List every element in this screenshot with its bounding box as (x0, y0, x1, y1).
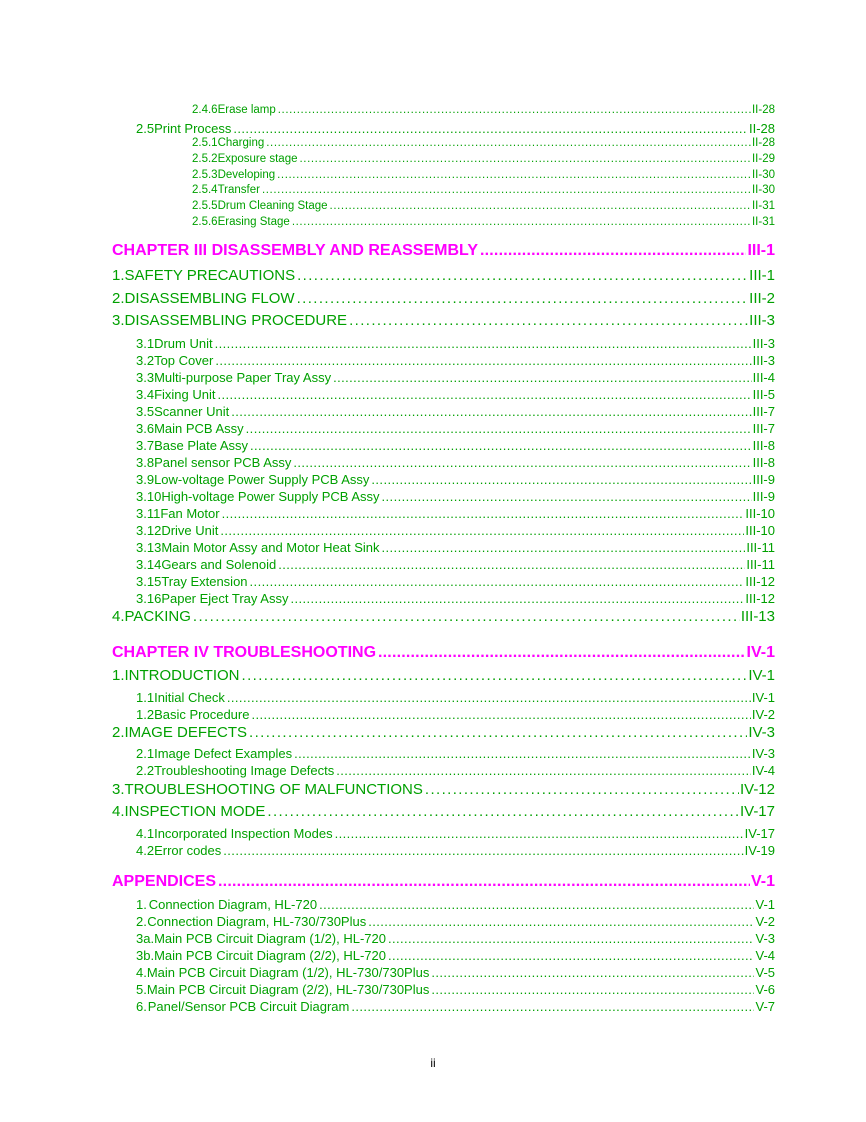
toc-entry-number: 3.11 (136, 506, 161, 521)
toc-entry-title: Gears and Solenoid (161, 557, 277, 572)
toc-dot-leader (222, 506, 745, 521)
toc-entry-number: 3a. (136, 931, 155, 946)
toc-dot-leader (278, 557, 745, 572)
toc-entry-title: Print Process (154, 121, 232, 136)
toc-entry-number: 3.7 (136, 438, 155, 453)
toc-entry (136, 557, 775, 572)
toc-entry-title: CHAPTER III DISASSEMBLY AND REASSEMBLY (112, 242, 478, 259)
toc-entry-page: III-3 (752, 353, 775, 368)
toc-dot-leader (233, 121, 748, 136)
toc-entry-number: 3.6 (136, 421, 155, 436)
toc-dot-leader (262, 184, 751, 196)
toc-entry-title: Top Cover (154, 353, 214, 368)
toc-entry (112, 608, 775, 625)
toc-entry-title: Developing (217, 169, 276, 181)
toc-entry-page: II-28 (751, 104, 775, 116)
toc-entry-page: III-9 (752, 472, 775, 487)
toc-dot-leader (220, 523, 744, 538)
toc-dot-leader (480, 242, 746, 260)
toc-dot-leader (293, 455, 751, 470)
toc-entry (136, 540, 775, 555)
toc-entry-title: Error codes (154, 843, 222, 858)
toc-dot-leader (431, 965, 754, 980)
toc-entry-number: 2.5.1 (192, 137, 218, 149)
toc-dot-leader (382, 489, 752, 504)
page-number: ii (430, 1056, 436, 1070)
toc-dot-leader (368, 914, 754, 929)
toc-entry-title: Initial Check (154, 690, 225, 705)
toc-entry-title: INTRODUCTION (124, 667, 240, 684)
toc-entry-page: III-3 (752, 336, 775, 351)
toc-dot-leader (246, 421, 752, 436)
toc-dot-leader (382, 540, 746, 555)
toc-dot-leader (215, 353, 751, 368)
toc-entry (112, 290, 775, 307)
toc-entry-page: III-1 (749, 267, 775, 284)
toc-entry-page: II-30 (751, 169, 775, 181)
toc-dot-leader (218, 873, 750, 891)
toc-dot-leader (425, 781, 739, 798)
toc-entry-page: IV-2 (751, 707, 775, 722)
toc-entry-number: 2. (136, 914, 147, 929)
toc-dot-leader (227, 690, 751, 705)
toc-entry-number: 3.12 (136, 523, 162, 538)
toc-entry (136, 523, 775, 538)
toc-entry-page: IV-17 (744, 826, 775, 841)
toc-entry-page: III-13 (740, 608, 775, 625)
toc-entry-title: TROUBLESHOOTING OF MALFUNCTIONS (124, 781, 423, 798)
toc-dot-leader (215, 336, 752, 351)
toc-entry-page: III-12 (745, 574, 775, 589)
toc-entry-number: 2.5.4 (192, 184, 218, 196)
toc-dot-leader (278, 104, 751, 116)
toc-entry-page: IV-3 (751, 746, 775, 761)
toc-entry (136, 336, 775, 351)
toc-entry-number: 3.8 (136, 455, 155, 470)
toc-entry-number: 6. (136, 999, 147, 1014)
toc-entry (112, 724, 775, 741)
toc-entry (192, 200, 775, 212)
toc-entry-page: III-10 (745, 506, 775, 521)
toc-entry (112, 267, 775, 284)
toc-dot-leader (330, 200, 751, 212)
toc-entry-title: Base Plate Assy (154, 438, 249, 453)
toc-entry-page: IV-1 (751, 690, 775, 705)
toc-entry-number: 4. (136, 965, 147, 980)
toc-entry-page: III-1 (747, 242, 775, 259)
toc-entry-page: III-9 (752, 489, 775, 504)
toc-entry (136, 121, 775, 136)
toc-entry-number: 3.10 (136, 489, 162, 504)
toc-dot-leader (378, 644, 746, 662)
toc-dot-leader (242, 667, 748, 684)
toc-entry-number: 3. (112, 312, 125, 329)
toc-dot-leader (294, 746, 751, 761)
toc-entry-page: IV-1 (746, 644, 775, 661)
toc-entry (136, 506, 775, 521)
toc-dot-leader (300, 153, 751, 165)
toc-entry (136, 763, 775, 778)
toc-entry-title: Tray Extension (161, 574, 248, 589)
toc-dot-leader (231, 404, 751, 419)
toc-entry-page: II-29 (751, 153, 775, 165)
toc-entry-title: Image Defect Examples (154, 746, 293, 761)
toc-entry-page: V-5 (755, 965, 775, 980)
toc-entry-title: Paper Eject Tray Assy (161, 591, 289, 606)
toc-entry-page: II-31 (751, 216, 775, 228)
toc-entry (136, 591, 775, 606)
toc-entry-page: V-1 (755, 897, 775, 912)
toc-entry-page: IV-4 (751, 763, 775, 778)
toc-entry (136, 438, 775, 453)
toc-entry-page: III-2 (749, 290, 775, 307)
toc-dot-leader (335, 826, 744, 841)
toc-entry-number: 3.5 (136, 404, 155, 419)
toc-dot-leader (319, 897, 754, 912)
toc-entry (136, 746, 775, 761)
toc-entry-page: III-12 (745, 591, 775, 606)
toc-entry-page: IV-1 (748, 667, 775, 684)
toc-entry-number: 4. (112, 608, 125, 625)
toc-entry-page: II-28 (751, 137, 775, 149)
toc-entry-title: Drum Cleaning Stage (217, 200, 328, 212)
toc-entry (136, 472, 775, 487)
toc-entry-number: 2.5.5 (192, 200, 218, 212)
toc-entry-number: 3.3 (136, 370, 155, 385)
toc-entry-title: IMAGE DEFECTS (124, 724, 248, 741)
toc-entry (136, 965, 775, 980)
toc-chapter-heading (112, 873, 775, 891)
toc-entry-page: III-4 (752, 370, 775, 385)
toc-chapter-heading (112, 644, 775, 662)
toc-entry-title: Drive Unit (161, 523, 219, 538)
toc-dot-leader (388, 948, 755, 963)
toc-entry (136, 948, 775, 963)
toc-entry-number: 1. (112, 267, 125, 284)
toc-entry-page: IV-19 (744, 843, 775, 858)
toc-entry-page: IV-12 (739, 781, 775, 798)
toc-entry-title: CHAPTER IV TROUBLESHOOTING (112, 644, 377, 661)
toc-entry-page: V-2 (755, 914, 775, 929)
toc-entry-title: Incorporated Inspection Modes (154, 826, 333, 841)
toc-entry (136, 489, 775, 504)
toc-entry-number: 2.2 (136, 763, 155, 778)
toc-dot-leader (336, 763, 751, 778)
toc-dot-leader (333, 370, 751, 385)
toc-dot-leader (297, 267, 748, 284)
toc-entry (136, 421, 775, 436)
toc-entry (136, 826, 775, 841)
toc-entry (112, 803, 775, 820)
toc-entry (136, 843, 775, 858)
toc-entry-title: Main PCB Circuit Diagram (1/2), HL-730/730Plus (146, 965, 430, 980)
toc-entry-number: 1. (112, 667, 125, 684)
toc-dot-leader (277, 169, 751, 181)
toc-entry-page: V-1 (750, 873, 775, 890)
toc-dot-leader (218, 387, 752, 402)
toc-dot-leader (292, 216, 751, 228)
toc-dot-leader (349, 312, 748, 329)
toc-entry-title: Scanner Unit (154, 404, 230, 419)
toc-entry (136, 574, 775, 589)
toc-entry-page: III-8 (752, 455, 775, 470)
toc-entry-page: III-10 (745, 523, 775, 538)
toc-entry-number: 3.4 (136, 387, 155, 402)
toc-entry-title: Main PCB Circuit Diagram (2/2), HL-720 (154, 948, 386, 963)
toc-entry-title: Exposure stage (217, 153, 298, 165)
toc-entry (192, 184, 775, 196)
toc-entry-title: High-voltage Power Supply PCB Assy (161, 489, 380, 504)
toc-entry-page: III-7 (752, 421, 775, 436)
toc-entry-number: 2.5.2 (192, 153, 218, 165)
toc-entry-page: IV-3 (748, 724, 775, 741)
toc-entry-title: Main PCB Circuit Diagram (2/2), HL-730/730Plus (146, 982, 430, 997)
toc-dot-leader (223, 843, 743, 858)
toc-entry-page: II-28 (748, 121, 775, 136)
toc-entry-title: Connection Diagram, HL-720 (148, 897, 318, 912)
toc-dot-leader (371, 472, 751, 487)
toc-entry-title: Troubleshooting Image Defects (154, 763, 335, 778)
toc-entry-number: 1.1 (136, 690, 155, 705)
toc-entry-number: 3.15 (136, 574, 162, 589)
toc-entry (112, 667, 775, 684)
toc-dot-leader (290, 591, 744, 606)
toc-entry (136, 931, 775, 946)
toc-entry-page: III-7 (752, 404, 775, 419)
toc-entry-number: 3.16 (136, 591, 162, 606)
toc-entry-number: 4.2 (136, 843, 155, 858)
toc-dot-leader (267, 803, 739, 820)
toc-entry (136, 353, 775, 368)
toc-entry-title: Panel/Sensor PCB Circuit Diagram (147, 999, 350, 1014)
toc-entry-number: 4.1 (136, 826, 155, 841)
toc-entry-page: III-5 (752, 387, 775, 402)
toc-entry-number: 2. (112, 290, 125, 307)
toc-entry-title: DISASSEMBLING PROCEDURE (124, 312, 348, 329)
toc-entry-title: Charging (217, 137, 265, 149)
toc-entry-page: III-11 (746, 557, 775, 572)
toc-entry (192, 104, 775, 116)
toc-entry-number: 3.2 (136, 353, 155, 368)
toc-entry-title: PACKING (124, 608, 191, 625)
toc-chapter-heading (112, 242, 775, 260)
toc-entry-number: 3.13 (136, 540, 162, 555)
toc-entry (192, 216, 775, 228)
toc-entry-page: V-6 (755, 982, 775, 997)
toc-entry (136, 387, 775, 402)
toc-entry-number: 2.5.3 (192, 169, 218, 181)
toc-entry-page: II-31 (751, 200, 775, 212)
toc-entry-title: DISASSEMBLING FLOW (124, 290, 295, 307)
toc-entry (136, 690, 775, 705)
toc-dot-leader (388, 931, 755, 946)
toc-entry-title: Erasing Stage (217, 216, 290, 228)
toc-entry-title: Drum Unit (154, 336, 213, 351)
toc-entry-number: 2.1 (136, 746, 155, 761)
toc-entry-number: 2.5 (136, 121, 155, 136)
toc-dot-leader (250, 438, 752, 453)
toc-entry-page: V-4 (755, 948, 775, 963)
toc-entry (112, 312, 775, 329)
toc-dot-leader (266, 137, 751, 149)
toc-dot-leader (193, 608, 740, 625)
toc-entry-number: 3. (112, 781, 125, 798)
toc-entry (136, 370, 775, 385)
toc-entry-title: Main PCB Circuit Diagram (1/2), HL-720 (154, 931, 386, 946)
toc-entry-title: INSPECTION MODE (124, 803, 266, 820)
toc-entry-number: 3.1 (136, 336, 155, 351)
toc-entry-title: Main Motor Assy and Motor Heat Sink (161, 540, 380, 555)
toc-entry-number: 3.14 (136, 557, 162, 572)
toc-entry-page: III-11 (746, 540, 775, 555)
toc-entry-page: III-3 (749, 312, 775, 329)
toc-entry (136, 897, 775, 912)
toc-entry-title: Basic Procedure (154, 707, 250, 722)
toc-entry-number: 1.2 (136, 707, 155, 722)
toc-entry-page: IV-17 (739, 803, 775, 820)
toc-entry (136, 707, 775, 722)
toc-entry (136, 914, 775, 929)
toc-entry-title: Fixing Unit (154, 387, 216, 402)
toc-entry-number: 1. (136, 897, 147, 912)
toc-entry-title: Panel sensor PCB Assy (154, 455, 292, 470)
toc-entry-page: II-30 (751, 184, 775, 196)
toc-entry (192, 153, 775, 165)
toc-entry-number: 2.5.6 (192, 216, 218, 228)
toc-entry-page: V-3 (755, 931, 775, 946)
toc-entry-title: Transfer (217, 184, 260, 196)
toc-dot-leader (251, 707, 750, 722)
toc-entry-page: III-8 (752, 438, 775, 453)
toc-entry (136, 404, 775, 419)
toc-entry-title: Multi-purpose Paper Tray Assy (154, 370, 332, 385)
toc-dot-leader (351, 999, 754, 1014)
toc-entry (192, 169, 775, 181)
toc-entry (192, 137, 775, 149)
toc-dot-leader (297, 290, 749, 307)
toc-dot-leader (431, 982, 754, 997)
toc-entry-number: 4. (112, 803, 125, 820)
toc-entry-title: Connection Diagram, HL-730/730Plus (147, 914, 367, 929)
toc-entry (136, 999, 775, 1014)
toc-entry-title: APPENDICES (112, 873, 217, 890)
toc-entry-number: 2.4.6 (192, 104, 218, 116)
toc-entry (112, 781, 775, 798)
toc-entry (136, 455, 775, 470)
toc-entry (136, 982, 775, 997)
toc-entry-number: 3.9 (136, 472, 155, 487)
toc-dot-leader (250, 574, 745, 589)
toc-entry-title: Fan Motor (160, 506, 220, 521)
toc-entry-title: SAFETY PRECAUTIONS (124, 267, 296, 284)
toc-entry-number: 3b. (136, 948, 155, 963)
toc-entry-title: Main PCB Assy (154, 421, 244, 436)
toc-entry-title: Low-voltage Power Supply PCB Assy (154, 472, 370, 487)
toc-entry-number: 2. (112, 724, 125, 741)
toc-entry-title: Erase lamp (217, 104, 276, 116)
toc-entry-page: V-7 (755, 999, 775, 1014)
toc-dot-leader (249, 724, 747, 741)
toc-entry-number: 5. (136, 982, 147, 997)
